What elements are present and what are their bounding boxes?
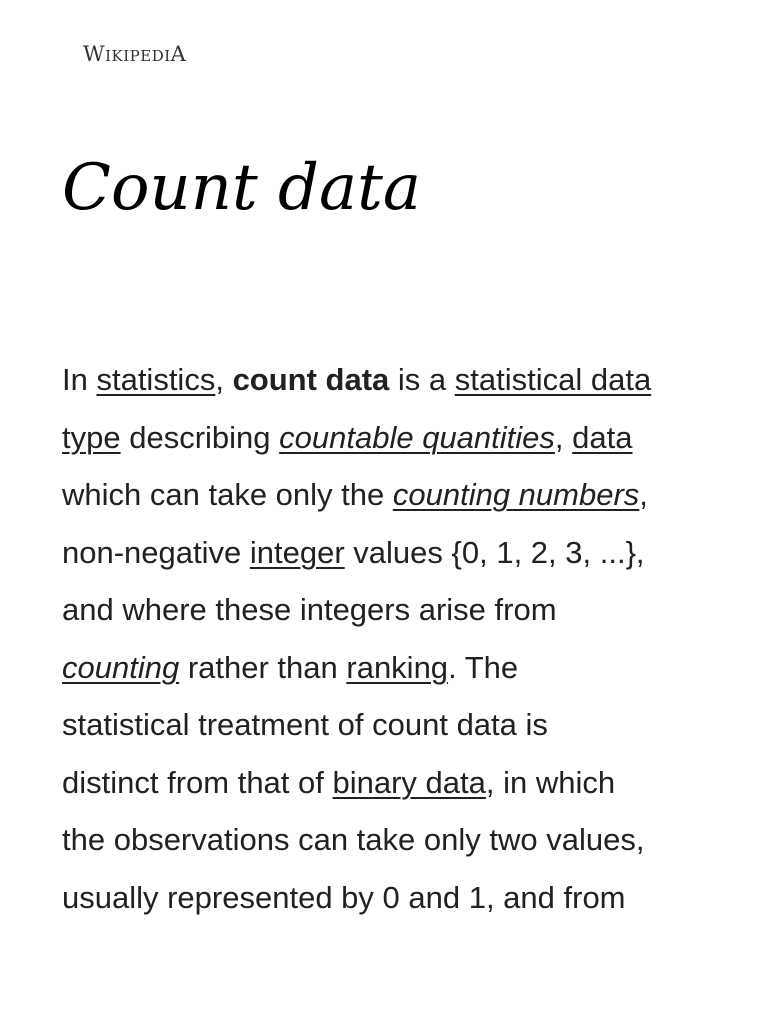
body-text: describing [120, 419, 280, 455]
body-text: , in which [485, 764, 616, 800]
body-text: the observations can take only two values, [62, 822, 645, 857]
paragraph-line [62, 696, 722, 754]
wordmark-last-letter: A [170, 42, 187, 66]
article-link[interactable]: statistical data [454, 362, 652, 397]
wikipedia-wordmark[interactable] [83, 42, 186, 66]
article-link[interactable]: data [572, 419, 633, 455]
article-link[interactable]: statistics [96, 362, 216, 397]
body-text: , [639, 477, 648, 512]
article-body [62, 351, 722, 926]
article-link[interactable]: integer [249, 534, 345, 570]
body-text: is a [389, 362, 455, 397]
article-link[interactable]: counting numbers [392, 477, 640, 512]
body-text: In [62, 362, 97, 397]
article-link[interactable]: ranking [346, 649, 449, 685]
paragraph-line [62, 351, 722, 409]
paragraph-line [62, 754, 722, 812]
body-text: distinct from that of [62, 764, 333, 800]
wordmark-first-letter: W [83, 42, 106, 66]
paragraph-line [62, 466, 722, 524]
article-link[interactable]: counting [62, 649, 180, 685]
wordmark-middle-letters: IKIPEDI [105, 47, 171, 65]
bold-term: count data [232, 362, 390, 397]
paragraph-line [62, 409, 722, 467]
paragraph-line [62, 639, 722, 697]
article-link[interactable]: type [62, 419, 121, 455]
body-text: values {0, 1, 2, 3, ...}, [344, 534, 645, 570]
body-text: , [554, 419, 573, 455]
article-link[interactable]: binary data [332, 764, 486, 800]
page-title: Count data [62, 151, 421, 225]
body-text: , [215, 362, 233, 397]
body-text: usually represented by 0 and 1, and from [62, 879, 626, 915]
article-link[interactable]: countable quantities [279, 419, 555, 455]
paragraph-line [62, 811, 722, 869]
body-text: non-negative [62, 534, 250, 570]
body-text: statistical treatment of count data is [62, 707, 548, 742]
body-text: which can take only the [62, 477, 393, 512]
paragraph-line [62, 869, 722, 927]
paragraph-line [62, 524, 722, 582]
body-text: and where these integers arise from [62, 592, 557, 627]
body-text: rather than [179, 649, 347, 685]
paragraph-line [62, 581, 722, 639]
body-text: . The [448, 649, 519, 685]
